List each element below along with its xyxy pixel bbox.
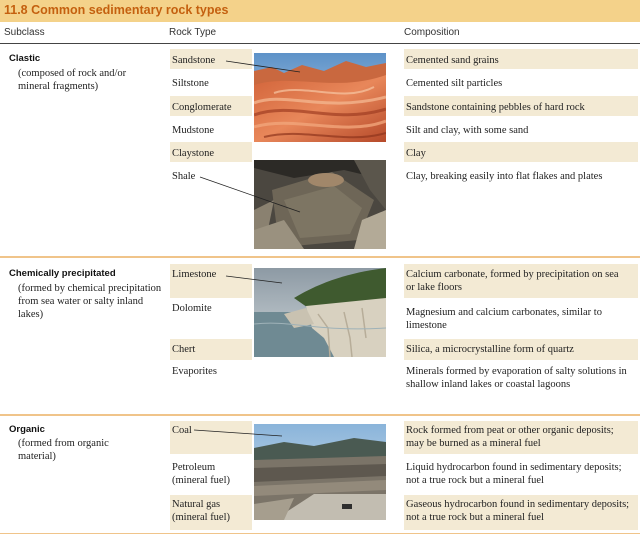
coal-mine-photo	[254, 424, 386, 520]
rock-siltstone: Siltstone	[172, 78, 209, 89]
header-composition: Composition	[404, 27, 460, 38]
rock-conglomerate: Conglomerate	[172, 102, 232, 113]
rock-coal: Coal	[172, 425, 192, 436]
rock-evaporites: Evaporites	[172, 366, 217, 377]
composition-limestone: Calcium carbonate, formed by precipitation on sea or lake floors	[406, 269, 619, 293]
rock-dolomite: Dolomite	[172, 303, 212, 314]
rock-shale: Shale	[172, 171, 196, 182]
table-title: 11.8 Common sedimentary rock types	[4, 3, 229, 17]
composition-conglomerate: Sandstone containing pebbles of hard rock	[406, 102, 585, 113]
composition-evaporites: Minerals formed by evaporation of salty solutions in shallow inland lakes or coastal lagoons	[406, 366, 627, 390]
header-rule	[0, 43, 640, 44]
subclass-organic-name: Organic	[9, 424, 45, 435]
subclass-organic-description: (formed from organic material)	[18, 438, 109, 462]
subclass-clastic-description: (composed of rock and/or mineral fragments)	[18, 68, 127, 92]
table-title-bar	[0, 0, 640, 22]
limestone-photo	[254, 268, 386, 357]
composition-claystone: Clay	[406, 148, 426, 159]
composition-mudstone: Silt and clay, with some sand	[406, 125, 529, 136]
sandstone-photo	[254, 53, 386, 142]
group-rule	[0, 256, 640, 258]
composition-shale: Clay, breaking easily into flat flakes and plates	[406, 171, 603, 182]
subclass-chemical-description: (formed by chemical precipitation from sea water or salty inland lakes)	[18, 283, 162, 320]
group-rule	[0, 414, 640, 416]
composition-sandstone: Cemented sand grains	[406, 55, 499, 66]
composition-siltstone: Cemented silt particles	[406, 78, 503, 89]
composition-petroleum: Liquid hydrocarbon found in sedimentary deposits; not a true rock but a mineral fuel	[406, 462, 622, 486]
rock-claystone: Claystone	[172, 148, 214, 159]
rock-sandstone: Sandstone	[172, 55, 216, 66]
header-rock-type: Rock Type	[169, 27, 217, 38]
rock-limestone: Limestone	[172, 269, 217, 280]
composition-natural-gas: Gaseous hydrocarbon found in sedimentary deposits; not a true rock but a mineral fuel	[406, 499, 630, 523]
subclass-chemical-name: Chemically precipitated	[9, 268, 116, 279]
table-bottom-rule	[0, 533, 640, 534]
header-subclass: Subclass	[4, 27, 45, 38]
rock-chert: Chert	[172, 344, 196, 355]
rock-petroleum: Petroleum (mineral fuel)	[172, 462, 231, 486]
subclass-clastic-name: Clastic	[9, 53, 41, 64]
composition-chert: Silica, a microcrystalline form of quartz	[406, 344, 574, 355]
shale-photo	[254, 160, 386, 249]
composition-dolomite: Magnesium and calcium carbonates, similar to limestone	[406, 307, 602, 331]
composition-coal: Rock formed from peat or other organic deposits; may be burned as a mineral fuel	[406, 425, 614, 449]
rock-natural-gas: Natural gas (mineral fuel)	[172, 499, 231, 523]
rock-mudstone: Mudstone	[172, 125, 214, 136]
